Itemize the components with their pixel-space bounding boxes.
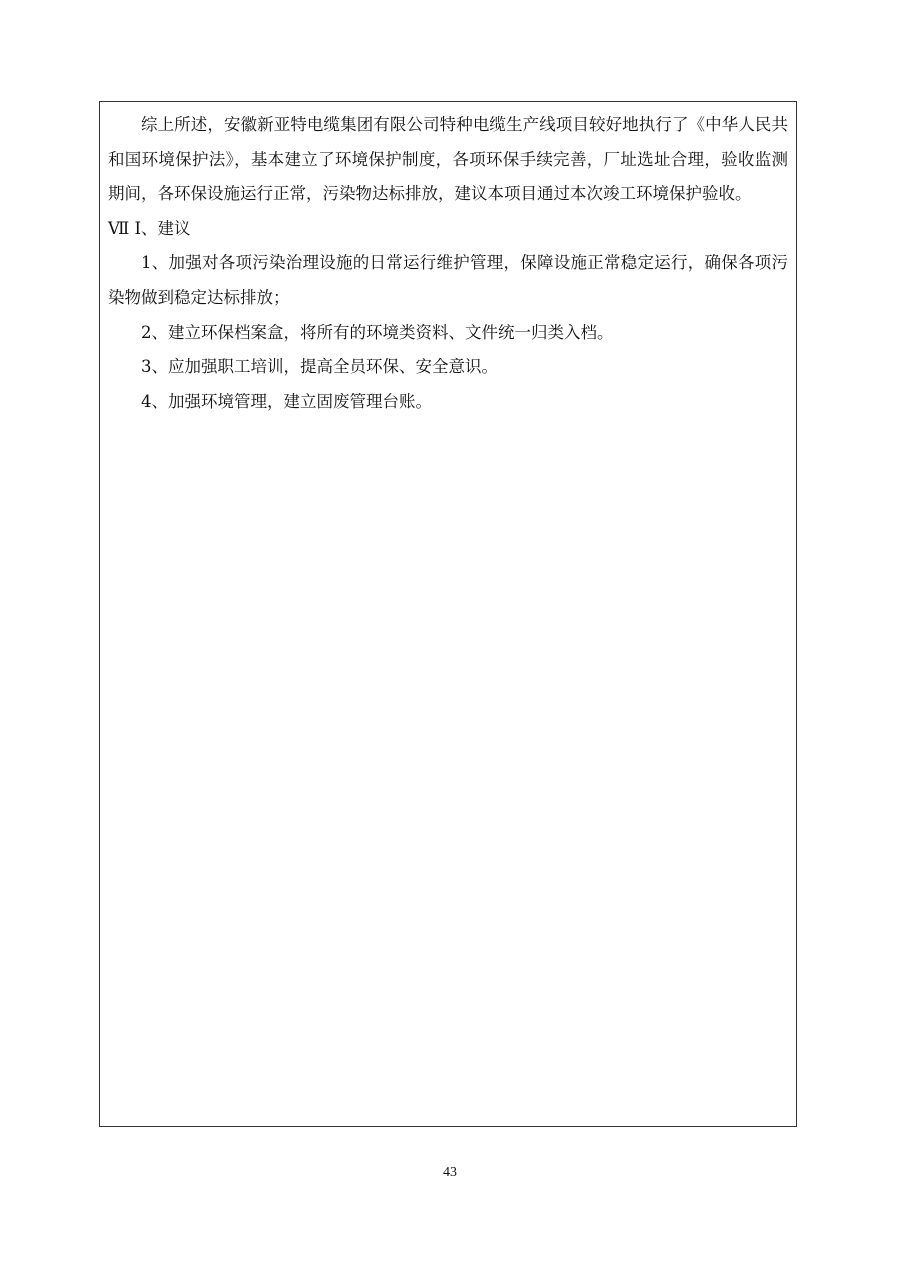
document-body: [108, 108, 788, 419]
page-number: 43: [443, 1165, 457, 1180]
suggestion-item-4: 4、加强环境管理，建立固废管理台账。: [141, 391, 432, 411]
conclusion-paragraph: 综上所述，安徽新亚特电缆集团有限公司特种电缆生产线项目较好地执行了《中华人民共和国环境保护法》，基本建立了环境保护制度，各项环保手续完善，厂址选址合理，验收监测期间，各环保设施运行正常，污染物达标排放，建议本项目通过本次竣工环境保护验收。: [108, 115, 788, 204]
suggestion-item-3: 3、应加强职工培训，提高全员环保、安全意识。: [141, 357, 498, 377]
suggestion-item-1: 1、加强对各项污染治理设施的日常运行维护管理，保障设施正常稳定运行，确保各项污染物做到稳定达标排放；: [108, 253, 788, 307]
suggestions-heading: Ⅶ Ⅰ、建议: [108, 218, 191, 238]
content-frame: [99, 101, 797, 1127]
suggestion-item-2: 2、建立环保档案盒，将所有的环境类资料、文件统一归类入档。: [141, 322, 614, 342]
